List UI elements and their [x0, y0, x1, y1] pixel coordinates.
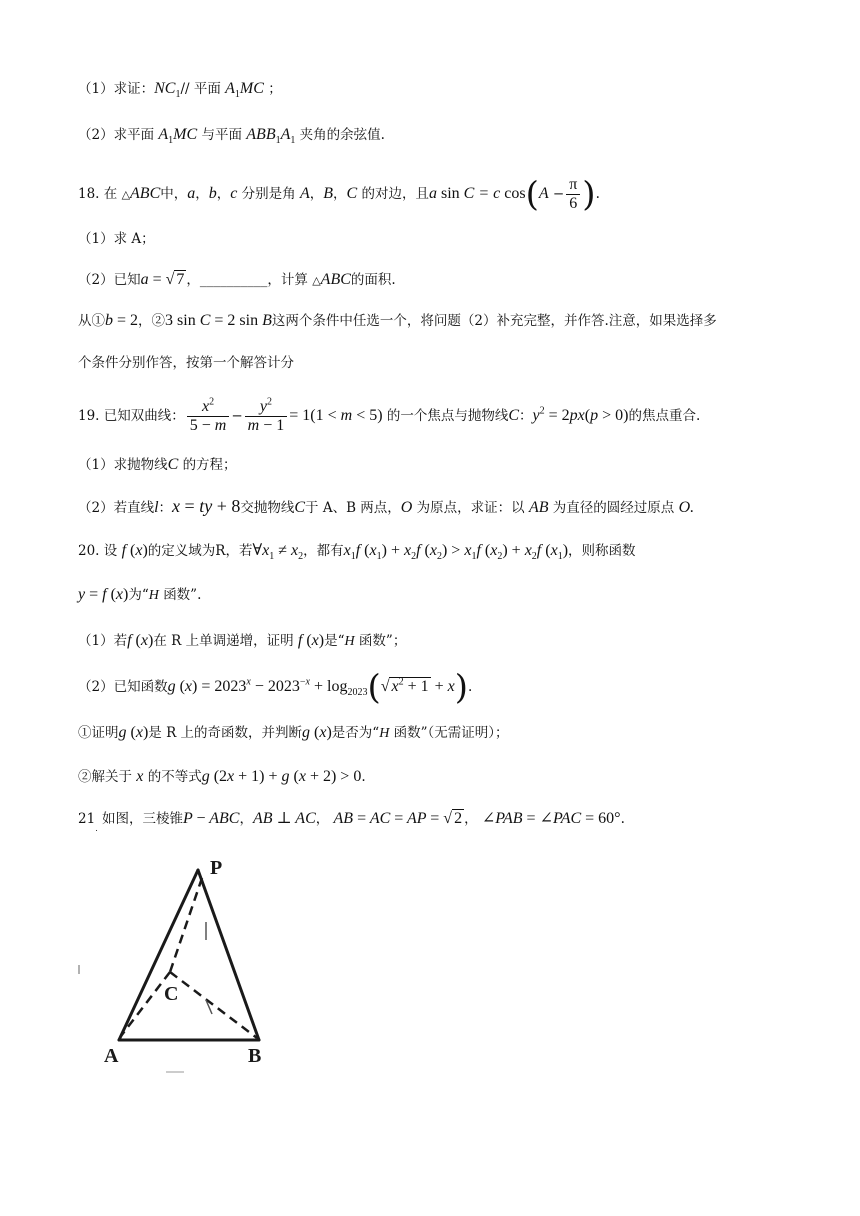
q19-part2: （2）若直线l：x = ty + 8交抛物线C于 A、B 两点，O 为原点，求证：以 AB 为直径的圆经过原点 O. [78, 496, 695, 516]
q19-statement: 19. 已知双曲线： $\frac{x^2}{5 - m}$ − $\frac{y^2}{m - 1}$ = 1(1 < m < 5) 的一个焦点与抛物线C：$y^2 = 2px(p > 0)$的焦点重合. [78, 396, 701, 434]
q20-part2-i: ①证明g (x)是 R 上的奇函数，并判断g (x)是否为“H 函数”（无需证明）； [78, 724, 509, 741]
q17-part1-prefix: （1）求证： [78, 81, 155, 97]
edge-pa [119, 870, 198, 1040]
q20-part1: （1）若f (x)在 R 上单调递增，证明 f (x)是“H 函数”； [78, 632, 407, 649]
hidden-edges [121, 878, 257, 1038]
q20-part2: （2）已知函数g $(x) = 2023^x - 2023^{-x} + \log_{2023}(√$ $x^2 + 1 + x$). [78, 667, 473, 708]
q18-part1: （1）求 A； [78, 231, 155, 247]
q20-part2-ii: ②解关于 x 的不等式g (2x + 1) + g (x + 2) > 0. [78, 768, 366, 785]
q17-part2: （2）求平面 $A_1MC$ 与平面 $ABB_1A_1$ 夹角的余弦值. [78, 126, 385, 147]
q18-part2: （2）已知a = √ 7 ，__________，计算 △ABC的面积. [78, 271, 396, 288]
q19-part1: （1）求抛物线C 的方程； [78, 456, 237, 473]
vertex-label-b: B [248, 1045, 262, 1067]
pyramid-figure [76, 850, 296, 1080]
q18-conditions-line1: 从①b = 2，②3 sin C = 2 sin B这两个条件中任选一个，将问题（2）补充完整，并作答.注意，如果选择多 [78, 312, 717, 329]
edge-pb [198, 870, 259, 1040]
edge-bc [170, 972, 257, 1038]
edge-pc [170, 878, 202, 972]
vertex-label-a: A [104, 1045, 119, 1067]
q18-statement: 18. 在 △ABC中，a，b，c 分别是角 A，B，C 的对边，且a sin C = c cos(A − $\frac{\pi}{6}$ ). [78, 174, 600, 215]
q17-nc1: $NC_1$ [154, 80, 181, 101]
vertex-label-p: P [210, 857, 223, 879]
vertex-label-c: C [164, 983, 179, 1005]
q17-plane-a1mc: $A_1MC$ [225, 80, 264, 101]
q20-statement: 20. 设 f (x)的定义域为R，若$\forall x_1 \ne x_2$，都有$x_1f$ $(x_1) + x_2f$ $(x_2) > x_1f$ $(x_2) + x_2f$ $(x_1)$，则称函数 [78, 542, 636, 563]
q21-statement: $21_.$ 如图，三棱锥P − ABC，AB ⊥ AC， AB = AC = AP = √ 2 ， ∠PAB = ∠PAC = 60°. [78, 810, 625, 833]
q20-statement-cont: y = f (x)为“H 函数”. [78, 586, 202, 603]
pyramid-edges [119, 870, 259, 1040]
q17-part1: （1）求证：$NC_1//$ 平面 $A_1MC$ ； [78, 80, 282, 101]
q18-conditions-line2: 个条件分别作答，按第一个解答计分 [78, 355, 294, 371]
